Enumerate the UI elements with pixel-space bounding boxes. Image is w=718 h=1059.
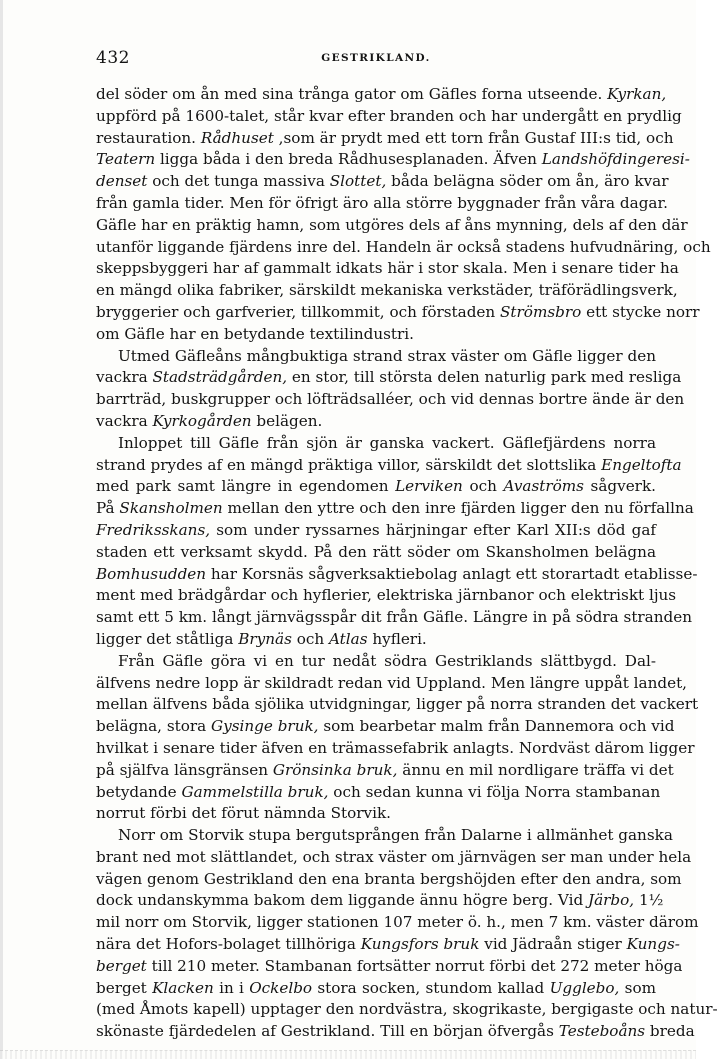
text-line [96,498,694,520]
text-run: har Korsnäs sågverksaktiebolag anlagt ett storartadt etablisse- [206,564,698,583]
text-run: På [96,499,120,518]
italic-name: Gammelstilla bruk, [181,782,329,801]
body-text [96,84,718,1043]
text-run: belägen. [251,411,323,430]
text-line [96,389,685,411]
text-line [96,847,692,869]
italic-name: Ugglebo, [549,978,620,997]
text-run: från gamla tider. Men för öfrigt äro alla större byggnader från våra dagar. [96,193,668,212]
italic-name: Fredriksskans, [96,520,211,539]
text-run: restauration. [96,128,201,147]
text-line [96,520,656,542]
text-line [96,171,669,193]
italic-name: Gysinge bruk, [211,717,319,736]
text-line [96,433,656,455]
text-line [96,760,674,782]
text-line [96,324,656,346]
italic-name: Stadsträdgården, [152,368,288,387]
italic-name: Strömsbro [500,302,582,321]
italic-name: Ockelbo [249,978,313,997]
page-number: 432 [96,48,130,68]
text-run: del söder om ån med sina trånga gator om Gäfles forna utseende. [96,85,608,103]
text-line [96,934,680,956]
text-line [96,869,682,891]
italic-name: Engeltofta [601,455,682,474]
text-run: skönaste fjärdedelen af Gestrikland. Till en början öfvergås [96,1022,559,1041]
text-line [96,149,690,171]
text-run: barrträd, buskgrupper och löfträdsalléer, och vid dennas bortre ände är den [96,390,685,409]
text-line [96,411,656,433]
text-line [96,455,682,477]
text-line [96,629,656,651]
text-run: ment med brädgårdar och hyflerier, elektriska järnbanor och elektriskt ljus [96,586,677,605]
italic-name: Skansholmen [119,499,223,518]
text-run: mellan älfvens båda sjölika utvidgningar, ligger på norra stranden det vackert [96,695,699,714]
text-run: som [619,978,656,997]
text-run: ligga båda i den breda Rådhusesplanaden. Äfven [155,150,542,169]
italic-name: Grönsinka bruk, [272,760,398,779]
text-line [96,564,698,586]
text-line [96,84,667,106]
text-line [96,585,677,607]
italic-name: Kungsfors bruk [360,935,480,954]
italic-name: Kyrkogården [152,411,252,430]
text-line [96,694,699,716]
text-run: breda [645,1022,695,1041]
text-run: skeppsbyggeri har af gammalt idkats här i stor skala. Men i senare tider ha [96,259,679,278]
text-run: in i [213,978,250,997]
text-line [96,476,656,498]
italic-name: Klacken [152,978,214,997]
text-run: betydande [96,782,182,801]
text-run: vackra [96,411,153,430]
text-line [96,716,675,738]
text-line [96,956,683,978]
text-run: 1½ [634,891,664,910]
text-run: belägna, stora [96,717,212,736]
text-run: vid Jädraån stiger [479,935,627,954]
text-line [96,782,661,804]
italic-name: Testeboåns [558,1022,646,1041]
text-run: Norr om Storvik stupa bergutsprången från Dalarne i allmänhet ganska [118,826,673,845]
text-run: berget [96,978,153,997]
text-run: älfvens nedre lopp är skildradt redan vid Uppland. Men längre uppåt landet, [96,673,688,692]
page-header [96,48,656,72]
text-run: dock undanskymma bakom dem liggande ännu högre berg. Vid [96,891,589,910]
text-line [96,302,700,324]
italic-name: Kyrkan, [607,85,667,103]
text-run: vägen genom Gestrikland den ena branta bergshöjden efter den andra, som [96,869,682,888]
scan-edge-left [0,0,3,1059]
text-run: Gäfle har en präktig hamn, som utgöres dels af åns mynning, dels af den där [96,215,688,234]
text-run: och [291,629,329,648]
text-run: och [462,477,504,496]
italic-name: Kungs- [626,935,680,954]
italic-name: Järbo, [588,891,635,910]
italic-name: Teatern [96,150,156,169]
italic-name: Rådhuset [200,128,274,147]
text-run: och sedan kunna vi följa Norra stambanan [328,782,661,801]
text-line [96,912,699,934]
text-line [96,978,656,1000]
text-line [96,258,679,280]
text-line [96,673,688,695]
text-line [96,999,718,1021]
text-line [96,367,682,389]
text-line [96,1021,695,1043]
italic-name: berget [96,956,147,975]
text-run: ligger det ståtliga [96,629,239,648]
text-run: mellan den yttre och den inre fjärden ligger den nu förfallna [222,499,694,518]
text-run: samt ett 5 km. långt järnvägsspår dit från Gäfle. Längre in på södra stranden [96,608,693,627]
text-run: mil norr om Storvik, ligger stationen 107 meter ö. h., men 7 km. väster därom [96,913,699,932]
text-run: vackra [96,368,153,387]
text-run: sågverk. [583,477,656,496]
italic-name: Lerviken [395,477,463,496]
text-run: Inloppet till Gäfle från sjön är ganska vackert. Gäflefjärdens norra [118,433,656,452]
text-run: Utmed Gäfleåns mångbuktiga strand strax väster om Gäfle ligger den [118,346,656,365]
italic-name: Avaströms [503,477,584,496]
text-line [96,128,674,150]
text-run: och det tunga massiva [147,172,330,191]
text-line [96,738,695,760]
text-run: på själfva länsgränsen [96,760,273,779]
text-run: till 210 meter. Stambanan fortsätter norrut förbi det 272 meter höga [146,956,683,975]
text-line [96,237,711,259]
text-run: staden ett verksamt skydd. På den rätt söder om Skansholmen belägna [96,542,656,561]
text-run: med park samt längre in egendomen [96,477,396,496]
text-line [96,280,678,302]
text-run: båda belägna söder om ån, äro kvar [386,172,669,191]
text-line [96,825,673,847]
text-run: Från Gäfle göra vi en tur nedåt södra Gestriklands slättbygd. Dal- [118,651,656,670]
italic-name: Landshöfdingeresi- [541,150,690,169]
text-run: om Gäfle har en betydande textilindustri. [96,324,414,343]
italic-name: Slottet, [329,172,387,191]
text-run: strand prydes af en mängd präktiga villor, särskildt det slottslika [96,455,602,474]
italic-name: Brynäs [238,629,292,648]
text-line [96,193,668,215]
scan-edge-bottom [0,1050,696,1059]
text-run: (med Åmots kapell) upptager den nordvästra, skogrikaste, bergigaste och natur- [96,1000,718,1019]
text-line [96,890,664,912]
italic-name: Bomhusudden [96,564,207,583]
text-line [96,106,682,128]
text-line [96,542,656,564]
text-run: som under ryssarnes härjningar efter Karl XII:s död gaf [210,520,656,539]
text-line [96,803,656,825]
text-run: uppförd på 1600-talet, står kvar efter branden och har undergått en prydlig [96,106,682,125]
text-run: bryggerier och garfverier, tillkommit, och förstaden [96,302,501,321]
text-run: utanför liggande fjärdens inre del. Handeln är också stadens hufvudnäring, och [96,237,711,256]
text-run: som bearbetar malm från Dannemora och vid [318,717,675,736]
text-run: norrut förbi det förut nämnda Storvik. [96,804,391,823]
text-run: brant ned mot slättlandet, och strax väster om järnvägen ser man under hela [96,847,692,866]
text-run: en mängd olika fabriker, särskildt mekaniska verkstäder, träförädlingsverk, [96,281,678,300]
text-run: hvilkat i senare tider äfven en trämassefabrik anlagts. Nordväst därom ligger [96,738,695,757]
text-line [96,346,656,368]
text-run: stora socken, stundom kallad [312,978,550,997]
text-run: nära det Hofors-bolaget tillhöriga [96,935,361,954]
text-run: ,som är prydt med ett torn från Gustaf III:s tid, och [273,128,674,147]
text-run: en stor, till största delen naturlig park med resliga [287,368,682,387]
text-line [96,215,688,237]
text-line [96,651,656,673]
text-run: hyfleri. [367,629,427,648]
italic-name: Atlas [328,629,368,648]
italic-name: denset [96,172,148,191]
text-run: ett stycke norr [581,302,700,321]
running-title: GESTRIKLAND. [321,52,431,64]
text-run: ännu en mil nordligare träffa vi det [397,760,674,779]
text-line [96,607,693,629]
